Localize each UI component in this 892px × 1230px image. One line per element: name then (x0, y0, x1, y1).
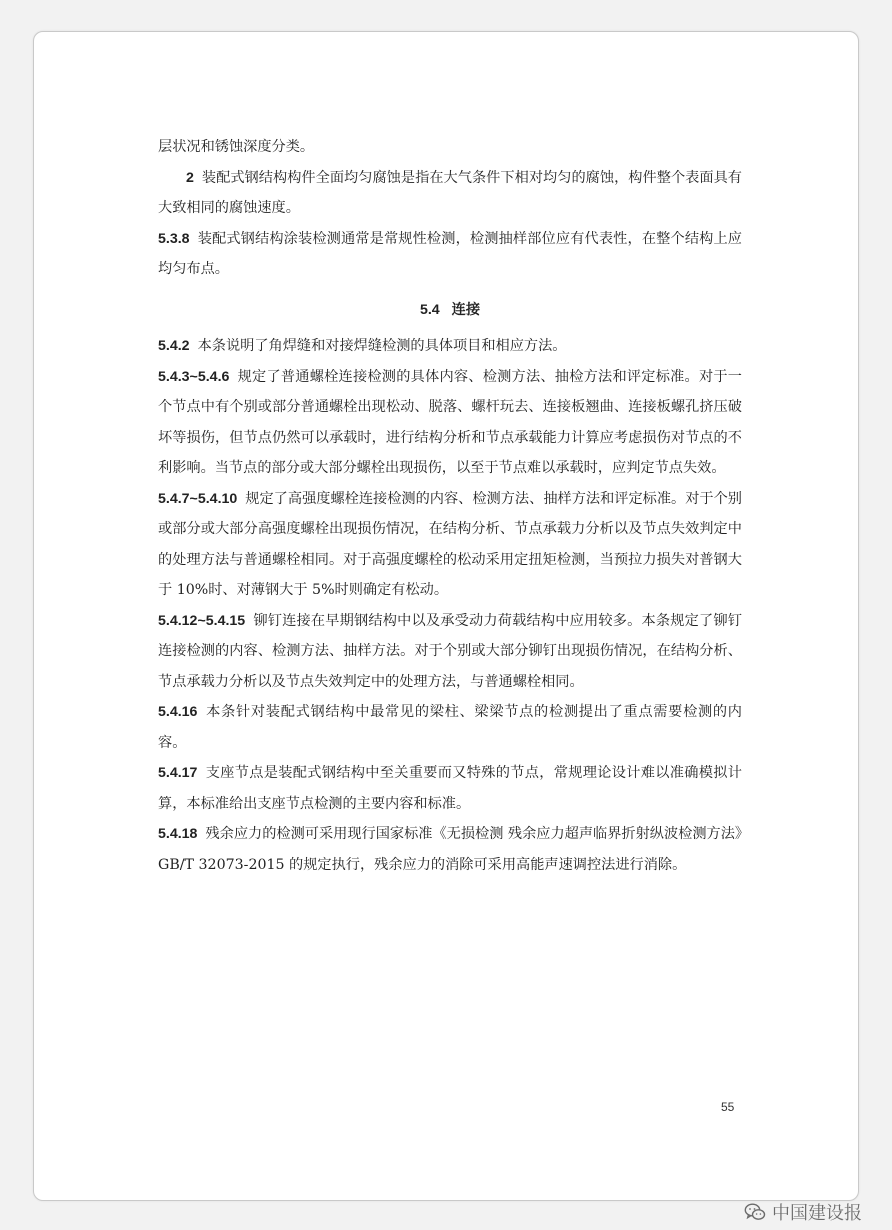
section-title: 连接 (451, 301, 481, 318)
paragraph-text: 装配式钢结构构件全面均匀腐蚀是指在大气条件下相对均匀的腐蚀，构件整个表面具有大致相同的腐蚀速度。 (158, 169, 742, 216)
paragraph-text: 本条针对装配式钢结构中最常见的梁柱、梁梁节点的检测提出了重点需要检测的内容。 (158, 704, 742, 751)
clause-5-4-17 (158, 758, 742, 819)
clause-5-4-7-to-5-4-10 (158, 484, 742, 606)
watermark-text: 中国建设报 (772, 1203, 862, 1224)
clause-number: 5.4.3~5.4.6 (158, 368, 230, 385)
wechat-icon (744, 1202, 766, 1222)
clause-5-4-2 (158, 331, 742, 362)
clause-number: 5.4.2 (158, 338, 190, 354)
clause-5-4-18 (158, 819, 742, 880)
item-number: 2 (186, 169, 194, 186)
page-content (158, 132, 742, 880)
document-page (33, 31, 859, 1201)
clause-number: 5.4.18 (158, 826, 198, 842)
clause-number: 5.4.16 (158, 704, 198, 720)
clause-number: 5.4.7~5.4.10 (158, 490, 238, 507)
paragraph-continuation (158, 132, 742, 163)
clause-5-4-16 (158, 697, 742, 758)
section-heading (158, 295, 742, 326)
clause-number: 5.3.8 (158, 230, 190, 247)
clause-number: 5.4.12~5.4.15 (158, 612, 246, 629)
paragraph-text: 规定了高强度螺栓连接检测的内容、检测方法、抽样方法和评定标准。对于个别或部分或大部分高强度螺栓出现损伤情况，在结构分析、节点承载力分析以及节点失效判定中的处理方法与普通螺栓相同。对于高强度螺栓的松动采用定扭矩检测，当预拉力损失对普钢大于 10%时、对薄钢大于 5%时则确定有松动。 (158, 490, 742, 598)
paragraph-text: 规定了普通螺栓连接检测的具体内容、检测方法、抽检方法和评定标准。对于一个节点中有个别或部分普通螺栓出现松动、脱落、螺杆玩去、连接板翘曲、连接板螺孔挤压破坏等损伤，但节点仍然可以承载时，进行结构分析和节点承载能力计算应考虑损伤对节点的不利影响。当节点的部分或大部分螺栓出现损伤，以至于节点难以承载时，应判定节点失效。 (158, 368, 742, 476)
page-number: 55 (721, 1100, 735, 1114)
clause-5-3-8 (158, 224, 742, 285)
clause-number: 5.4.17 (158, 765, 198, 781)
watermark (744, 1200, 862, 1224)
paragraph-text: 装配式钢结构涂装检测通常是常规性检测，检测抽样部位应有代表性，在整个结构上应均匀布点。 (158, 230, 742, 277)
paragraph-text: 层状况和锈蚀深度分类。 (158, 139, 315, 155)
clause-5-4-12-to-5-4-15 (158, 606, 742, 698)
clause-5-4-3-to-5-4-6 (158, 362, 742, 484)
paragraph-text: 支座节点是装配式钢结构中至关重要而又特殊的节点，常规理论设计难以准确模拟计算，本标准给出支座节点检测的主要内容和标准。 (158, 765, 742, 812)
paragraph-text: 本条说明了角焊缝和对接焊缝检测的具体项目和相应方法。 (197, 338, 567, 354)
paragraph-text: 铆钉连接在早期钢结构中以及承受动力荷载结构中应用较多。本条规定了铆钉连接检测的内容、检测方法、抽样方法。对于个别或大部分铆钉出现损伤情况，在结构分析、节点承载力分析以及节点失效判定中的处理方法，与普通螺栓相同。 (158, 612, 742, 690)
section-number: 5.4 (419, 301, 440, 318)
paragraph-text: 残余应力的检测可采用现行国家标准《无损检测 残余应力超声临界折射纵波检测方法》GB/T 32073-2015 的规定执行，残余应力的消除可采用高能声速调控法进行消除。 (158, 826, 742, 873)
paragraph-item-2 (158, 163, 742, 224)
